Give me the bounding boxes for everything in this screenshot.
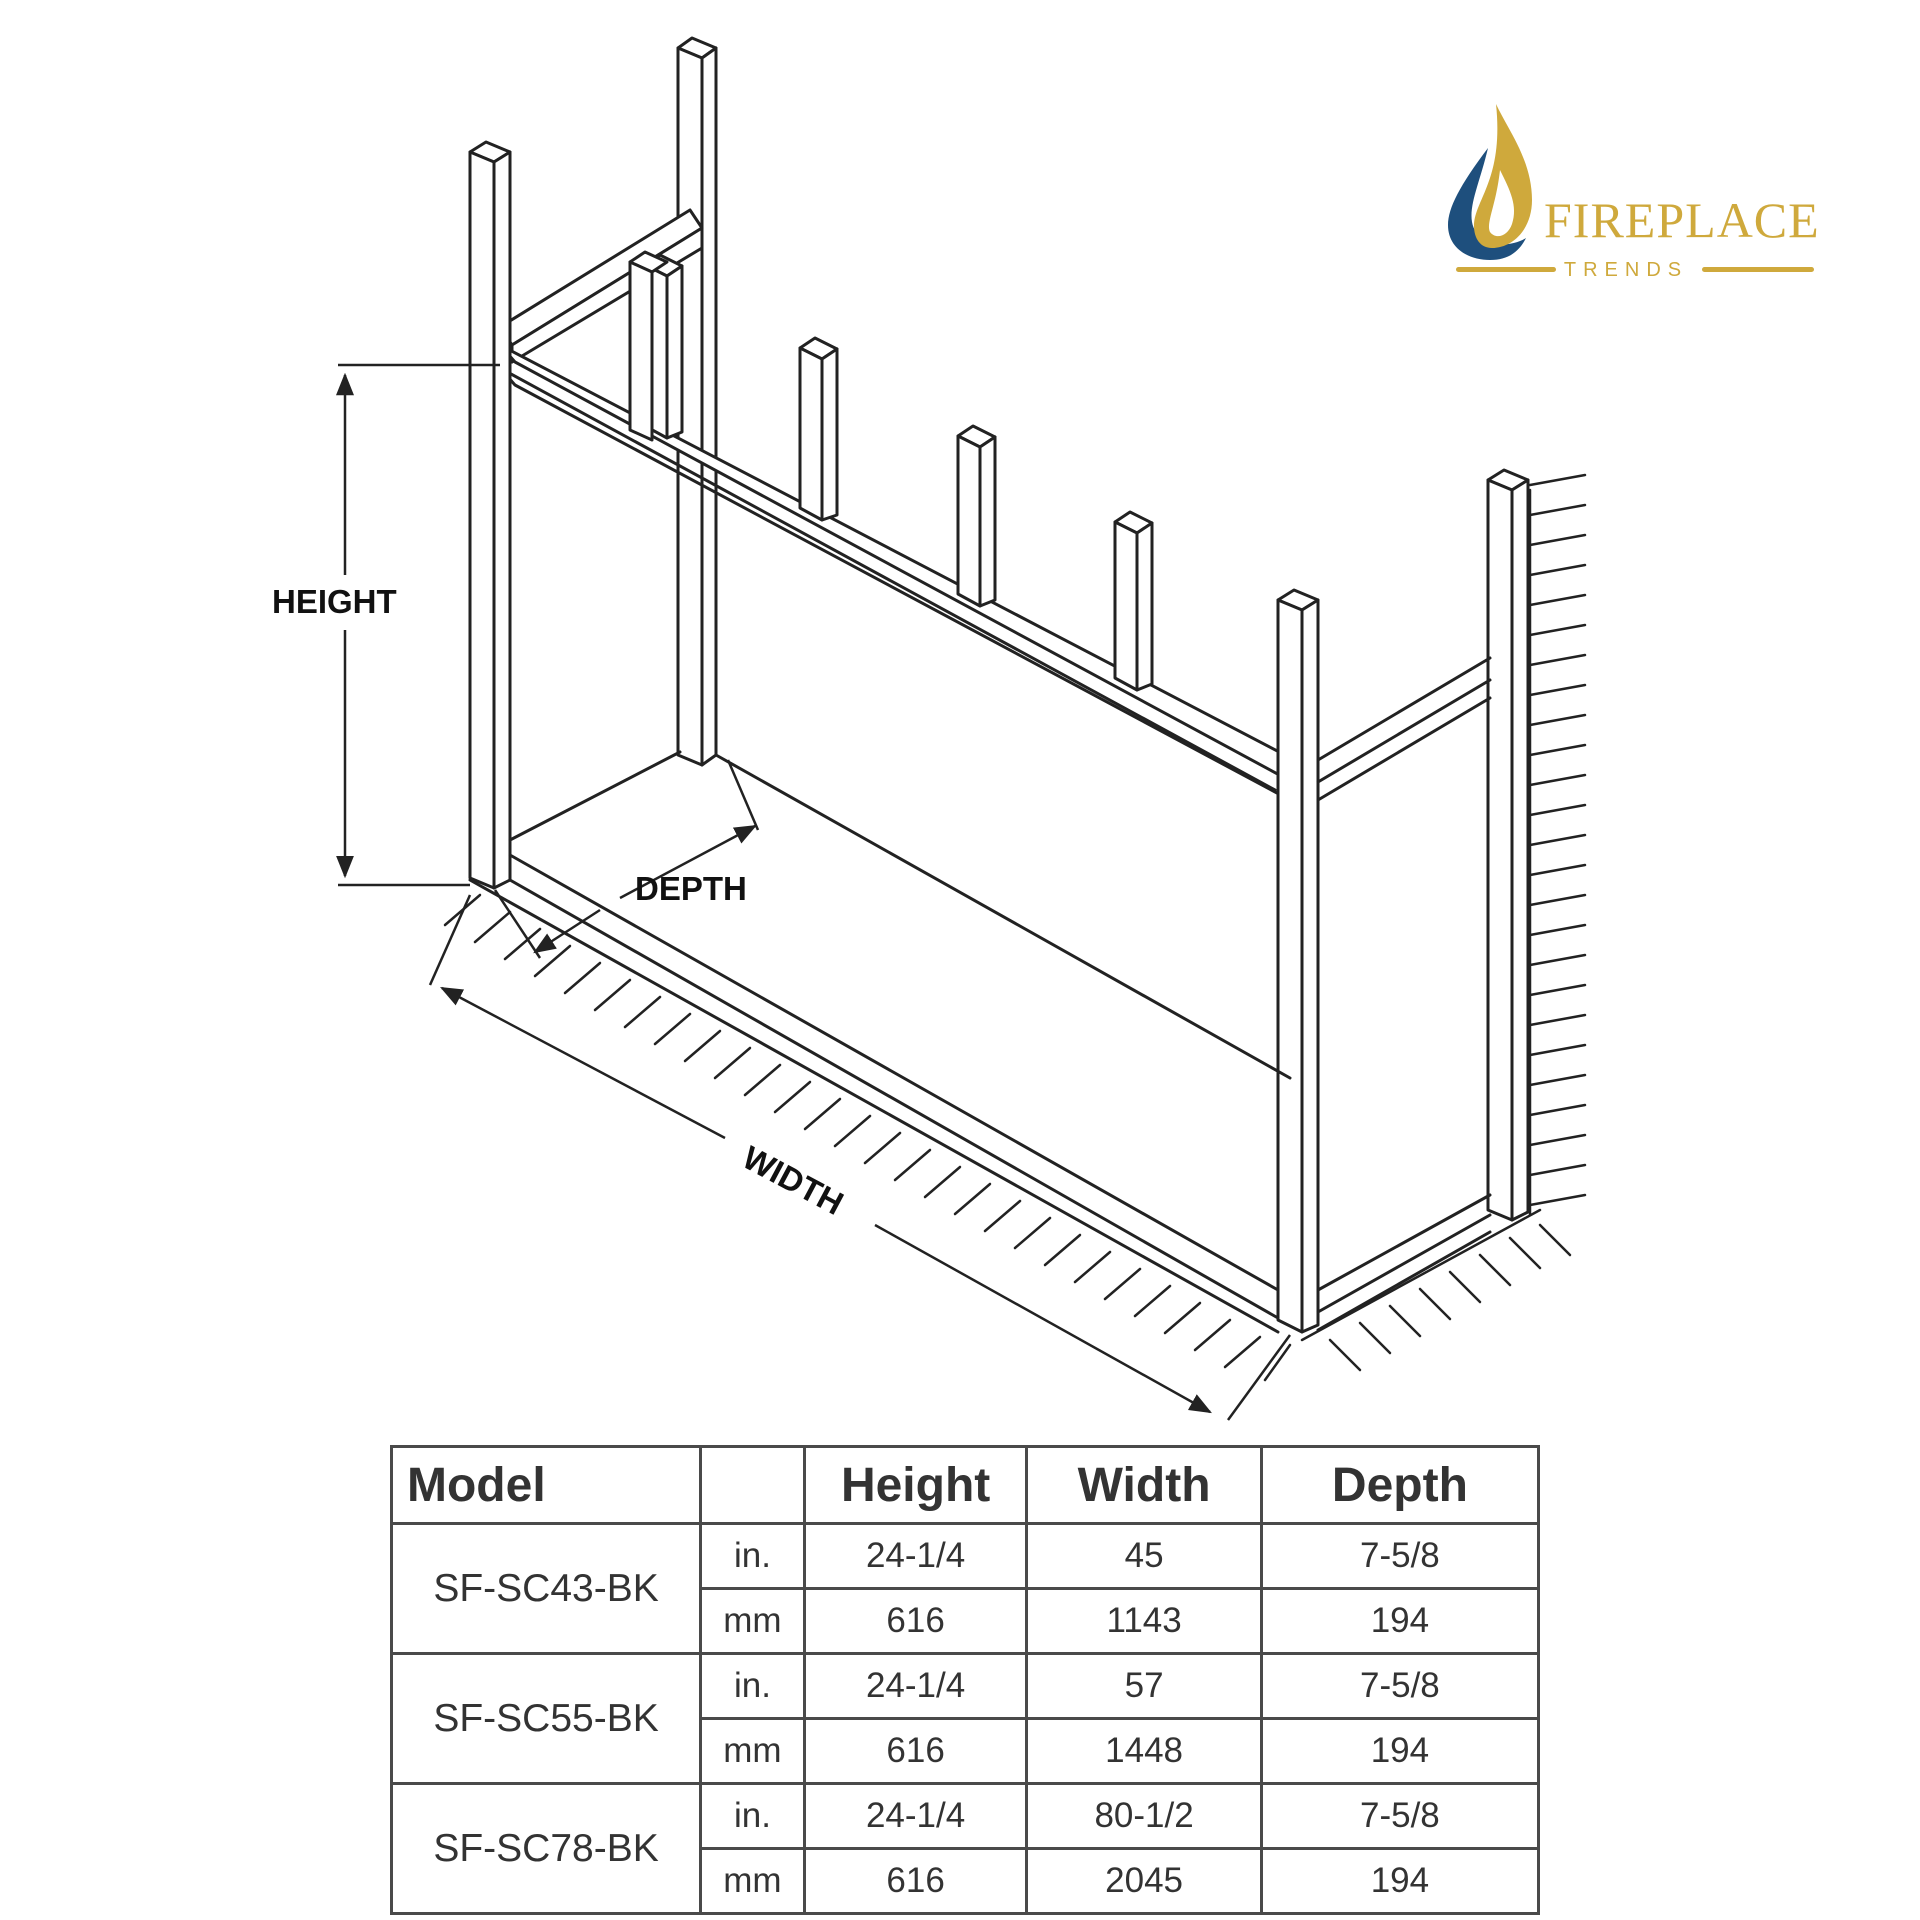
width-cell: 57 <box>1027 1654 1261 1719</box>
front-stud-3 <box>958 426 995 606</box>
right-side-top-rail <box>1318 658 1490 800</box>
table-row <box>392 1654 1539 1719</box>
header-height: Height <box>804 1447 1027 1524</box>
wall-hatching <box>1530 475 1585 1215</box>
header-width: Width <box>1027 1447 1261 1524</box>
depth-cell: 7-5/8 <box>1261 1654 1538 1719</box>
height-cell: 616 <box>804 1589 1027 1654</box>
unit-cell: in. <box>701 1524 805 1589</box>
unit-cell: mm <box>701 1849 805 1914</box>
header-depth: Depth <box>1261 1447 1538 1524</box>
width-cell: 1143 <box>1027 1589 1261 1654</box>
model-cell: SF-SC55-BK <box>392 1654 701 1784</box>
unit-cell: in. <box>701 1654 805 1719</box>
depth-dimension <box>495 760 758 958</box>
width-cell: 80-1/2 <box>1027 1784 1261 1849</box>
height-cell: 616 <box>804 1719 1027 1784</box>
width-cell: 45 <box>1027 1524 1261 1589</box>
height-cell: 24-1/4 <box>804 1524 1027 1589</box>
unit-cell: mm <box>701 1589 805 1654</box>
depth-cell: 7-5/8 <box>1261 1524 1538 1589</box>
back-right-post <box>1488 470 1528 1220</box>
header-model: Model <box>392 1447 701 1524</box>
front-left-post <box>470 142 510 888</box>
header-unit <box>701 1447 805 1524</box>
front-top-rail <box>500 345 1290 800</box>
depth-label: DEPTH <box>635 870 747 907</box>
back-left-post <box>678 38 716 765</box>
depth-cell: 194 <box>1261 1849 1538 1914</box>
unit-cell: mm <box>701 1719 805 1784</box>
height-label: HEIGHT <box>272 583 397 620</box>
depth-cell: 194 <box>1261 1589 1538 1654</box>
model-cell: SF-SC43-BK <box>392 1524 701 1654</box>
depth-cell: 7-5/8 <box>1261 1784 1538 1849</box>
logo-underline-right <box>1702 267 1814 272</box>
bottom-front-rail <box>470 855 1278 1332</box>
brand-name: FIREPLACE <box>1544 192 1820 248</box>
front-stud-2 <box>800 338 837 520</box>
height-cell: 616 <box>804 1849 1027 1914</box>
width-cell: 1448 <box>1027 1719 1261 1784</box>
brand-tagline: TRENDS <box>1563 259 1689 281</box>
model-cell: SF-SC78-BK <box>392 1784 701 1914</box>
table-row <box>392 1524 1539 1589</box>
dimensions-table <box>390 1445 1540 1915</box>
table-row <box>392 1784 1539 1849</box>
table-header-row <box>392 1447 1539 1524</box>
brand-logo <box>1440 100 1840 290</box>
front-right-post <box>1278 590 1318 1332</box>
height-cell: 24-1/4 <box>804 1654 1027 1719</box>
front-stud-4 <box>1115 512 1152 690</box>
width-label: WIDTH <box>736 1138 850 1222</box>
width-cell: 2045 <box>1027 1849 1261 1914</box>
width-dimension <box>430 895 1290 1420</box>
unit-cell: in. <box>701 1784 805 1849</box>
depth-cell: 194 <box>1261 1719 1538 1784</box>
right-side-bottom-rail <box>1318 1195 1490 1330</box>
flame-drop-icon <box>1440 100 1550 260</box>
height-cell: 24-1/4 <box>804 1784 1027 1849</box>
